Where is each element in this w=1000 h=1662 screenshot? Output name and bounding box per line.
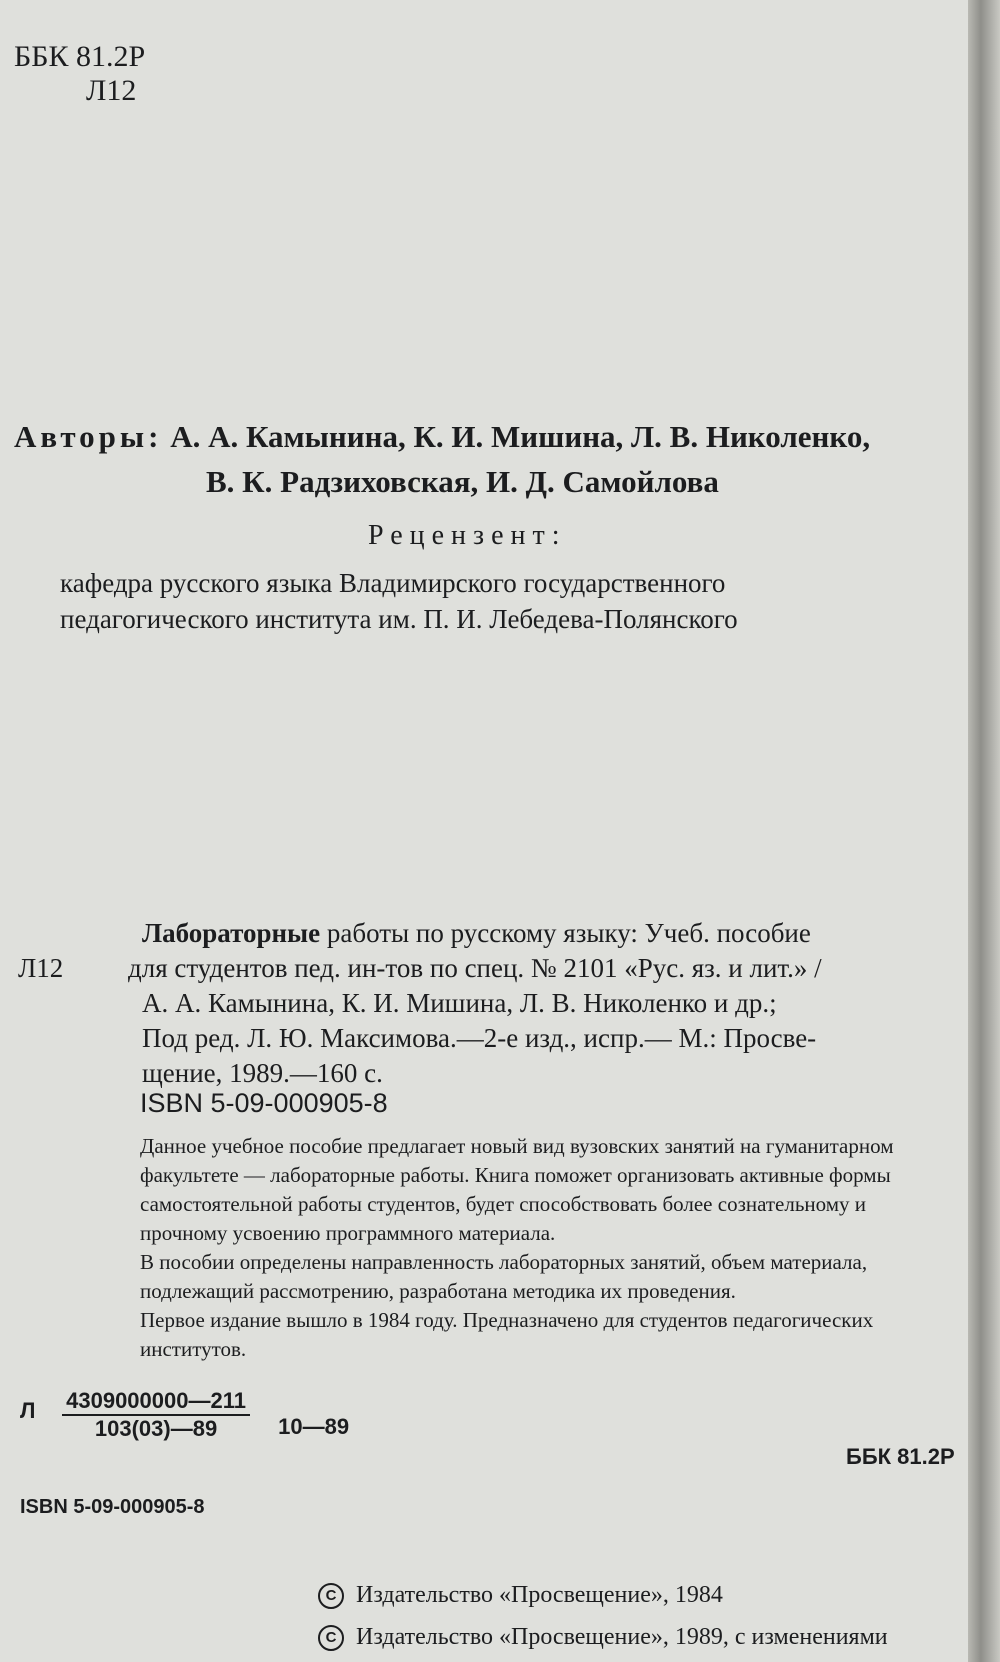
abstract [140, 1132, 940, 1364]
authors-names-2: В. К. Радзиховская, И. Д. Самойлова [206, 464, 719, 499]
biblio-line-1 [18, 916, 822, 951]
bbk-index: ББК 81.2Р [14, 40, 146, 73]
bbk-footer: ББК 81.2Р [846, 1444, 955, 1469]
biblio-line-4: Под ред. Л. Ю. Максимова.—2-е изд., испр.— М.: Просве- [142, 1023, 817, 1053]
catalog-fraction [62, 1388, 250, 1442]
authors-block [14, 414, 870, 504]
catalog-index [20, 1388, 349, 1442]
page-edge [968, 0, 1000, 1662]
abstract-paragraph-2: В пособии определены направленность лабораторных занятий, объем материала, подлежащий рассмотрению, разработана методика их проведения. [140, 1250, 868, 1303]
copyright-text-1: Издательство «Просвещение», 1984 [356, 1582, 723, 1608]
isbn-footer: ISBN 5-09-000905-8 [20, 1496, 205, 1518]
bbk-header [14, 40, 145, 108]
reviewer-line-1: кафедра русского языка Владимирского государственного [60, 568, 726, 598]
copyright-text-2: Издательство «Просвещение», 1989, с изменениями [356, 1624, 888, 1650]
reviewer-label: Рецензент: [368, 520, 567, 551]
biblio-line-2-text: для студентов пед. ин-тов по спец. № 2101 «Рус. яз. и лит.» / [128, 953, 822, 983]
copyright-icon: C [318, 1583, 344, 1609]
authors-label: Авторы: [14, 419, 163, 454]
copyright-icon: C [318, 1625, 344, 1651]
author-sign-code: Л12 [86, 74, 137, 107]
biblio-title-rest: работы по русскому языку: Учеб. пособие [320, 918, 811, 948]
catalog-suffix: 10—89 [278, 1414, 350, 1439]
isbn: ISBN 5-09-000905-8 [140, 1088, 388, 1118]
authors-names-1: А. А. Камынина, К. И. Мишина, Л. В. Николенко, [170, 419, 871, 454]
catalog-denominator: 103(03)—89 [94, 1416, 218, 1441]
catalog-letter: Л [20, 1398, 36, 1423]
biblio-line-5: щение, 1989.—160 с. [142, 1058, 383, 1088]
biblio-line-2 [18, 951, 822, 986]
bibliographic-record [18, 916, 822, 1091]
reviewer-block [60, 565, 738, 637]
biblio-line-3: А. А. Камынина, К. И. Мишина, Л. В. Николенко и др.; [142, 988, 777, 1018]
copyright-line-1 [318, 1582, 723, 1609]
authors-line-1 [14, 414, 870, 459]
catalog-numerator: 4309000000—211 [62, 1388, 250, 1416]
biblio-title: Лабораторные [142, 918, 321, 948]
copyright-line-2 [318, 1624, 888, 1651]
biblio-code: Л12 [18, 953, 64, 983]
abstract-paragraph-1: Данное учебное пособие предлагает новый вид вузовских занятий на гуманитарном факультете — лабораторные работы. Книга поможет организовать активные формы самостоятельной работы студентов, будет способствовать более сознательному и прочному усвоению программного материала. [140, 1134, 894, 1245]
reviewer-line-2: педагогического института им. П. И. Лебедева-Полянского [60, 604, 738, 634]
abstract-paragraph-3: Первое издание вышло в 1984 году. Предназначено для студентов педагогических институтов. [140, 1308, 874, 1361]
